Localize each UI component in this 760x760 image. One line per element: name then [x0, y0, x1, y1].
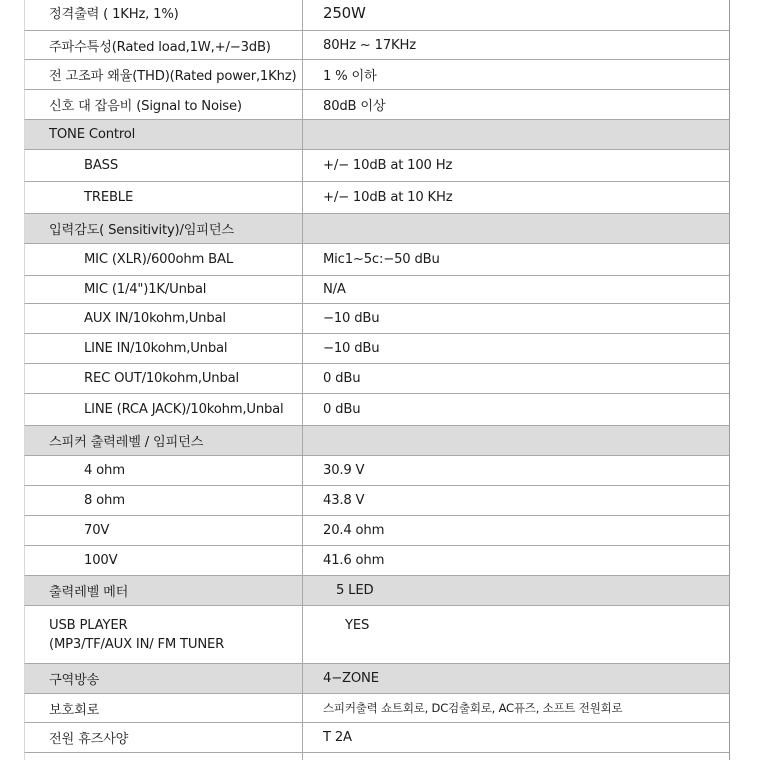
- spec-label: 주파수특성(Rated load,1W,+/−3dB): [25, 31, 303, 59]
- spec-row-8-ohm: [24, 486, 730, 516]
- spec-section-title: TONE Control: [25, 120, 303, 149]
- spec-value: 80Hz ~ 17KHz: [323, 37, 416, 53]
- spec-value: [303, 120, 729, 149]
- spec-value-empty: [303, 753, 729, 760]
- spec-label: MIC (XLR)/600ohm BAL: [25, 244, 303, 275]
- spec-section-tone-control: [24, 120, 730, 150]
- spec-value: 80dB 이상: [323, 99, 386, 114]
- spec-label: AUX IN/10kohm,Unbal: [25, 304, 303, 333]
- spec-row-frequency-response: [24, 31, 730, 60]
- spec-section-title: 스피커 출력레벨 / 임피던스: [25, 426, 303, 455]
- spec-label: MIC (1/4")1K/Unbal: [25, 276, 303, 303]
- spec-row-line-rca: [24, 394, 730, 426]
- spec-label: 4 ohm: [25, 456, 303, 485]
- spec-row-line-in: [24, 334, 730, 364]
- spec-row-mic-xlr: [24, 244, 730, 276]
- spec-label-empty: [25, 753, 303, 760]
- spec-section-title: 구역방송: [25, 664, 303, 693]
- spec-label: BASS: [25, 150, 303, 181]
- spec-value: +/− 10dB at 100 Hz: [323, 158, 453, 173]
- spec-row-usb-player: [24, 606, 730, 664]
- spec-label: 8 ohm: [25, 486, 303, 515]
- spec-label: TREBLE: [25, 182, 303, 213]
- spec-value: 43.8 V: [323, 493, 365, 508]
- spec-value: [303, 426, 729, 455]
- spec-row-protection-circuit: [24, 694, 730, 723]
- spec-section-title: 출력레벨 메터: [25, 576, 303, 605]
- spec-label: LINE IN/10kohm,Unbal: [25, 334, 303, 363]
- spec-value: 41.6 ohm: [323, 553, 385, 568]
- spec-section-title: 입력감도( Sensitivity)/임피던스: [25, 214, 303, 243]
- spec-label: 100V: [25, 546, 303, 575]
- spec-value: 스피커출력 쇼트회로, DC검출회로, AC퓨즈, 소프트 전원회로: [323, 701, 623, 715]
- spec-label: 전원 휴즈사양: [25, 723, 303, 752]
- spec-label: 보호회로: [25, 694, 303, 722]
- spec-value: −10 dBu: [323, 341, 380, 356]
- spec-label-line: (MP3/TF/AUX IN/ FM TUNER: [49, 636, 225, 652]
- spec-value: 30.9 V: [323, 463, 365, 478]
- spec-row-bass: [24, 150, 730, 182]
- spec-value: N/A: [323, 282, 346, 297]
- spec-row-thd: [24, 60, 730, 90]
- spec-row-signal-to-noise: [24, 90, 730, 120]
- spec-label: 정격출력 ( 1KHz, 1%): [25, 0, 303, 30]
- spec-value: 20.4 ohm: [323, 523, 385, 538]
- spec-value: [303, 214, 729, 243]
- spec-label: [25, 606, 303, 663]
- spec-row-4-ohm: [24, 456, 730, 486]
- spec-label: 신호 대 잡음비 (Signal to Noise): [25, 90, 303, 119]
- spec-row-rated-output: [24, 0, 730, 31]
- spec-section-level-meter: [24, 576, 730, 606]
- spec-row-rec-out: [24, 364, 730, 394]
- spec-value: 1 % 이하: [323, 69, 377, 84]
- spec-value: −10 dBu: [323, 311, 380, 326]
- spec-label-line: USB PLAYER: [49, 617, 128, 633]
- spec-row-partial: [24, 753, 730, 760]
- spec-table: [24, 0, 730, 760]
- spec-row-100v: [24, 546, 730, 576]
- spec-label: 70V: [25, 516, 303, 545]
- spec-label: LINE (RCA JACK)/10kohm,Unbal: [25, 394, 303, 425]
- spec-value: T 2A: [323, 730, 352, 745]
- spec-row-aux-in: [24, 304, 730, 334]
- spec-value: 0 dBu: [323, 402, 361, 417]
- spec-value: 4−ZONE: [323, 671, 379, 686]
- spec-value: Mic1~5c:−50 dBu: [323, 252, 440, 267]
- spec-row-70v: [24, 516, 730, 546]
- spec-label: REC OUT/10kohm,Unbal: [25, 364, 303, 393]
- spec-row-mic-quarter: [24, 276, 730, 304]
- spec-value: 5 LED: [336, 583, 374, 598]
- spec-value: 250W: [323, 3, 366, 22]
- spec-row-treble: [24, 182, 730, 214]
- spec-section-input-sensitivity: [24, 214, 730, 244]
- spec-section-zone-broadcast: [24, 664, 730, 694]
- spec-value: YES: [345, 618, 370, 633]
- spec-value: 0 dBu: [323, 371, 361, 386]
- spec-label: 전 고조파 왜율(THD)(Rated power,1Khz): [25, 60, 303, 89]
- spec-row-fuse: [24, 723, 730, 753]
- spec-section-speaker-output: [24, 426, 730, 456]
- spec-value: +/− 10dB at 10 KHz: [323, 190, 453, 205]
